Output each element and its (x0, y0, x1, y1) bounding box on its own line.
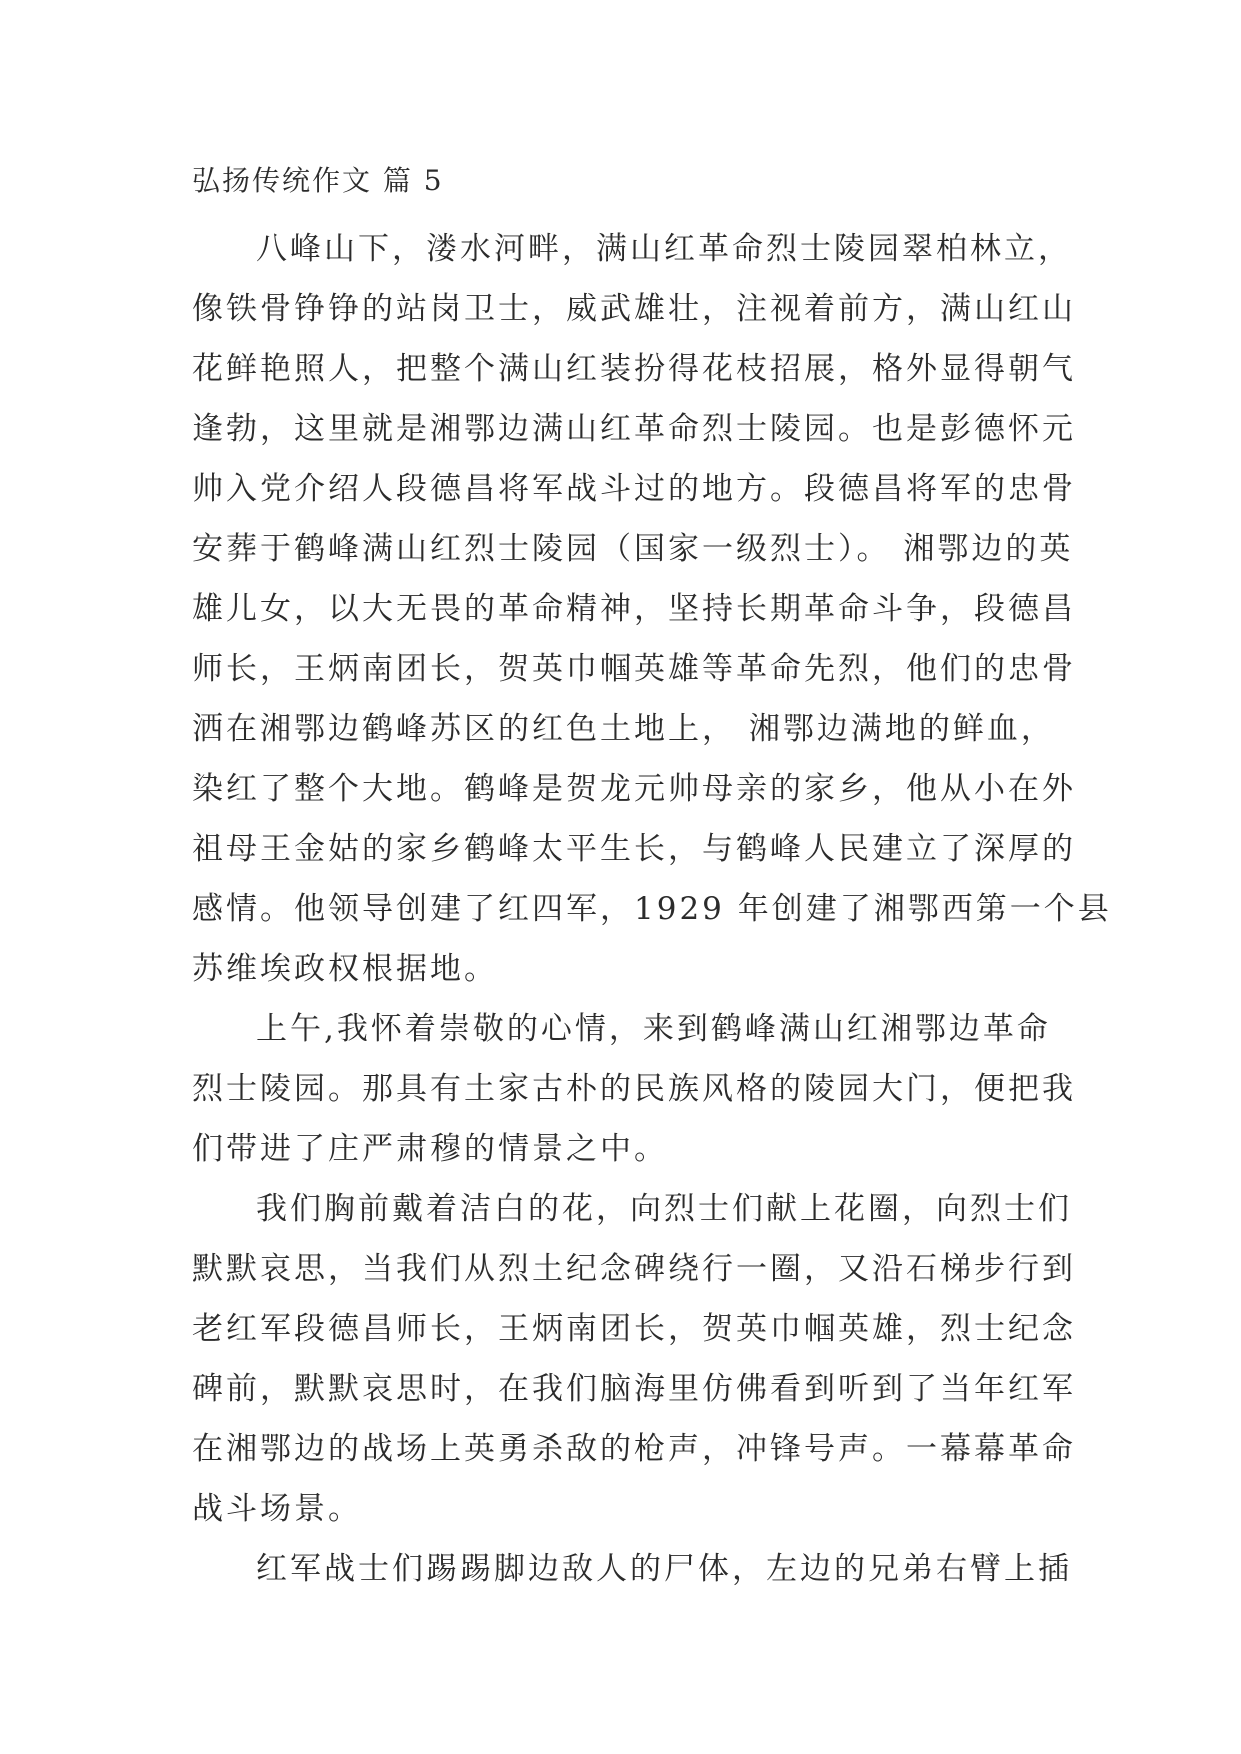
text-line: 花鲜艳照人，把整个满山红装扮得花枝招展，格外显得朝气 (192, 351, 1076, 387)
text-line: 雄儿女，以大无畏的革命精神，坚持长期革命斗争，段德昌 (192, 591, 1076, 627)
text-line: 在湘鄂边的战场上英勇杀敌的枪声，冲锋号声。一幕幕革命 (192, 1431, 1076, 1467)
text-line: 默默哀思，当我们从烈土纪念碑绕行一圈，又沿石梯步行到 (192, 1251, 1076, 1287)
text-line: 我们胸前戴着洁白的花，向烈士们献上花圈，向烈士们 (256, 1191, 1072, 1227)
text-line: 老红军段德昌师长，王炳南团长，贺英巾帼英雄，烈士纪念 (192, 1311, 1076, 1347)
text-line: 逢勃，这里就是湘鄂边满山红革命烈士陵园。也是彭德怀元 (192, 411, 1076, 447)
text-line: 红军战士们踢踢脚边敌人的尸体，左边的兄弟右臂上插 (256, 1551, 1072, 1587)
text-line: 烈士陵园。那具有土家古朴的民族风格的陵园大门，便把我 (192, 1071, 1076, 1107)
paragraph-1 (192, 219, 1112, 999)
text-line: 安葬于鹤峰满山红烈士陵园（国家一级烈士）。 湘鄂边的英 (192, 531, 1074, 567)
paragraph-2 (192, 999, 1076, 1179)
document-title: 弘扬传统作文 篇 5 (192, 164, 444, 197)
text-line: 八峰山下，溇水河畔，满山红革命烈士陵园翠柏林立， (256, 231, 1072, 267)
text-line: 们带进了庄严肃穆的情景之中。 (192, 1131, 668, 1167)
paragraph-4 (192, 1539, 1072, 1599)
text-line: 像铁骨铮铮的站岗卫士，威武雄壮，注视着前方，满山红山 (192, 291, 1076, 327)
text-line: 感情。他领导创建了红四军，1929 年创建了湘鄂西第一个县 (192, 891, 1112, 927)
text-line: 师长，王炳南团长，贺英巾帼英雄等革命先烈，他们的忠骨 (192, 651, 1076, 687)
text-line: 帅入党介绍人段德昌将军战斗过的地方。段德昌将军的忠骨 (192, 471, 1076, 507)
document-body (192, 162, 1112, 1599)
text-line: 染红了整个大地。鹤峰是贺龙元帅母亲的家乡，他从小在外 (192, 771, 1076, 807)
text-line: 苏维埃政权根据地。 (192, 951, 498, 987)
text-line: 洒在湘鄂边鹤峰苏区的红色土地上， 湘鄂边满地的鲜血， (192, 711, 1055, 747)
paragraph-3 (192, 1179, 1076, 1539)
text-line: 碑前，默默哀思时，在我们脑海里仿佛看到听到了当年红军 (192, 1371, 1076, 1407)
text-line: 上午,我怀着崇敬的心情，来到鹤峰满山红湘鄂边革命 (256, 1011, 1051, 1047)
text-line: 祖母王金姑的家乡鹤峰太平生长，与鹤峰人民建立了深厚的 (192, 831, 1076, 867)
text-line: 战斗场景。 (192, 1491, 362, 1527)
